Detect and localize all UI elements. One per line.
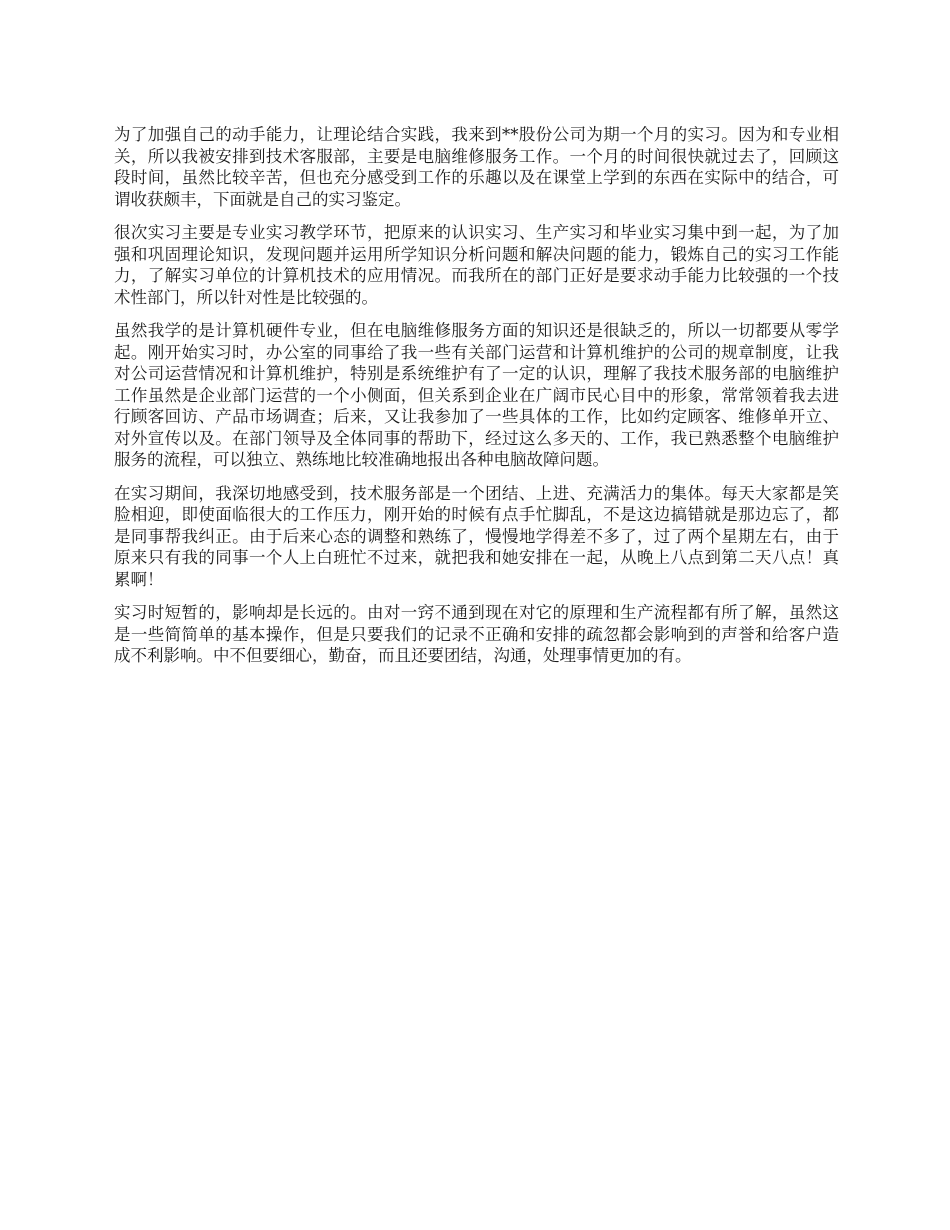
paragraph-5: 实习时短暂的，影响却是长远的。由对一窍不通到现在对它的原理和生产流程都有所了解，虽然这是一些简简单的基本操作，但是只要我们的记录不正确和安排的疏忽都会影响到的声誉和给客户造成不利影响。中不但要细心，勤奋，而且还要团结，沟通，处理事情更加的有。	[114, 603, 839, 665]
paragraph-4: 在实习期间，我深切地感受到，技术服务部是一个团结、上进、充满活力的集体。每天大家都是笑脸相迎，即使面临很大的工作压力，刚开始的时候有点手忙脚乱，不是这边搞错就是那边忘了，都是同事帮我纠正。由于后来心态的调整和熟练了，慢慢地学得差不多了，过了两个星期左右，由于原来只有我的同事一个人上白班忙不过来，就把我和她安排在一起，从晚上八点到第二天八点！真累啊！	[114, 483, 839, 589]
paragraph-2: 很次实习主要是专业实习教学环节，把原来的认识实习、生产实习和毕业实习集中到一起，为了加强和巩固理论知识，发现问题并运用所学知识分析问题和解决问题的能力，锻炼自己的实习工作能力，了解实习单位的计算机技术的应用情况。而我所在的部门正好是要求动手能力比较强的一个技术性部门，所以针对性是比较强的。	[114, 223, 839, 307]
paragraph-3: 虽然我学的是计算机硬件专业，但在电脑维修服务方面的知识还是很缺乏的，所以一切都要从零学起。刚开始实习时，办公室的同事给了我一些有关部门运营和计算机维护的公司的规章制度，让我对公司运营情况和计算机维护，特别是系统维护有了一定的认识，理解了我技术服务部的电脑维护工作虽然是企业部门运营的一个小侧面，但关系到企业在广阔市民心目中的形象，常常领着我去进行顾客回访、产品市场调查；后来，又让我参加了一些具体的工作，比如约定顾客、维修单开立、对外宣传以及。在部门领导及全体同事的帮助下，经过这么多天的、工作，我已熟悉整个电脑维护服务的流程，可以独立、熟练地比较准确地报出各种电脑故障问题。	[114, 321, 839, 469]
paragraph-1: 为了加强自己的动手能力，让理论结合实践，我来到**股份公司为期一个月的实习。因为和专业相关，所以我被安排到技术客服部，主要是电脑维修服务工作。一个月的时间很快就过去了，回顾这段时间，虽然比较辛苦，但也充分感受到工作的乐趣以及在课堂上学到的东西在实际中的结合，可谓收获颇丰，下面就是自己的实习鉴定。	[114, 125, 839, 209]
document-body	[114, 124, 839, 679]
